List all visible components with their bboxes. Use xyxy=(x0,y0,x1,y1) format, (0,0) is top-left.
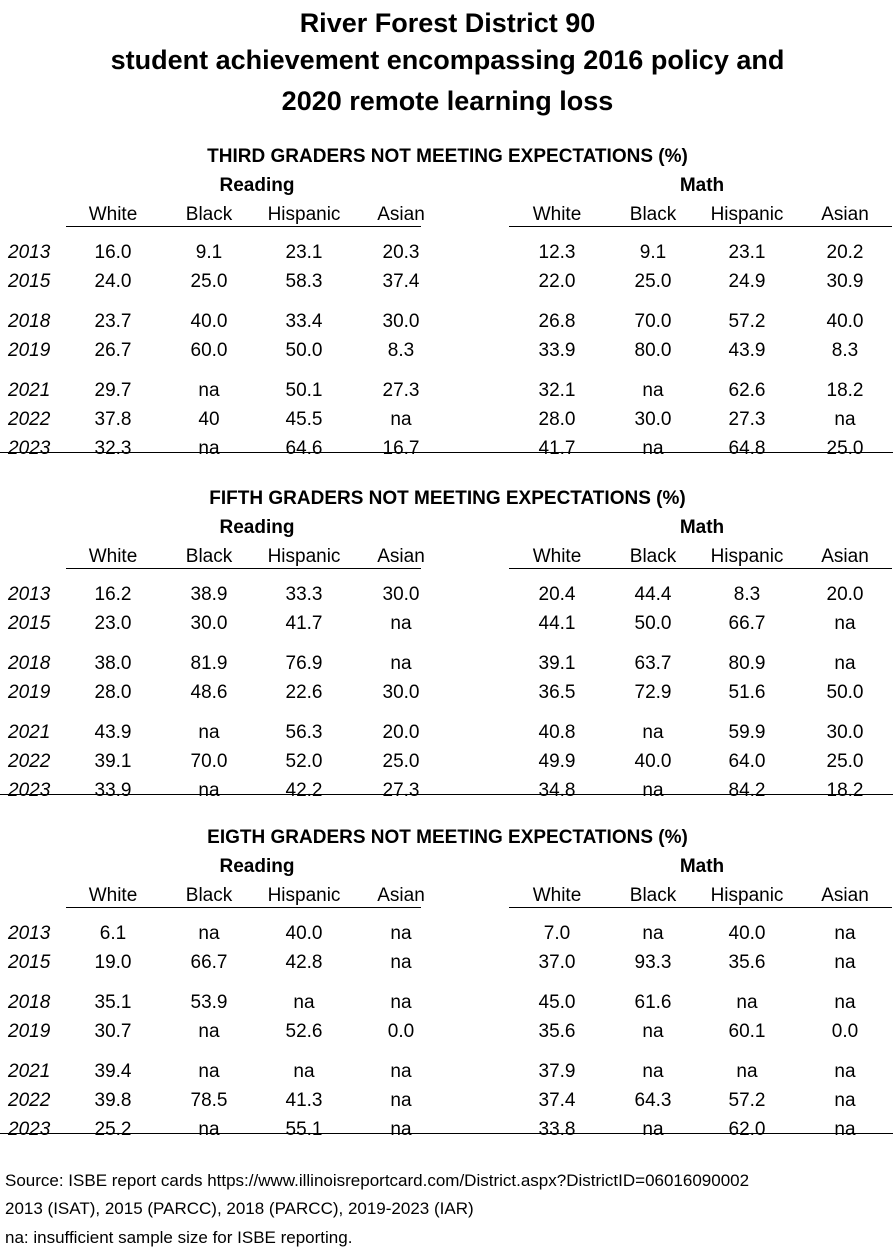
reading-value: 23.1 xyxy=(285,242,323,263)
math-value: 25.0 xyxy=(826,751,864,772)
math-value: 20.2 xyxy=(826,242,864,263)
math-col-header: Hispanic xyxy=(710,885,784,906)
reading-value: 42.8 xyxy=(285,952,323,973)
math-value: 30.0 xyxy=(634,409,672,430)
footer-tests: 2013 (ISAT), 2015 (PARCC), 2018 (PARCC), 2019-2023 (IAR) xyxy=(5,1199,474,1218)
reading-value: 27.3 xyxy=(382,380,420,401)
row-year: 2013 xyxy=(8,923,51,944)
reading-value: 24.0 xyxy=(94,271,132,292)
math-label: Math xyxy=(679,517,725,538)
reading-value: 30.7 xyxy=(94,1021,132,1042)
math-col-header: Hispanic xyxy=(710,546,784,567)
title-line-3: 2020 remote learning loss xyxy=(281,86,614,116)
reading-col-header: White xyxy=(88,546,138,567)
math-col-header: Asian xyxy=(821,204,869,225)
reading-value: 56.3 xyxy=(285,722,323,743)
row-year: 2022 xyxy=(8,1090,51,1111)
reading-value: 76.9 xyxy=(285,653,323,674)
reading-value: 37.4 xyxy=(382,271,420,292)
reading-value: na xyxy=(198,1061,220,1082)
math-value: 28.0 xyxy=(538,409,576,430)
reading-col-header: Hispanic xyxy=(267,546,341,567)
math-value: 36.5 xyxy=(538,682,576,703)
section-bottom-rule xyxy=(0,1133,893,1134)
math-value: 0.0 xyxy=(831,1021,859,1042)
math-col-header: White xyxy=(532,885,582,906)
math-value: 49.9 xyxy=(538,751,576,772)
math-value: 84.2 xyxy=(728,780,766,801)
reading-value: na xyxy=(390,1061,412,1082)
math-value: 63.7 xyxy=(634,653,672,674)
row-year: 2022 xyxy=(8,409,51,430)
math-value: na xyxy=(642,438,664,459)
reading-value: na xyxy=(198,380,220,401)
math-value: 27.3 xyxy=(728,409,766,430)
math-value: 37.0 xyxy=(538,952,576,973)
reading-value: 41.7 xyxy=(285,613,323,634)
reading-value: 45.5 xyxy=(285,409,323,430)
math-value: 80.0 xyxy=(634,340,672,361)
reading-value: 42.2 xyxy=(285,780,323,801)
reading-value: 30.0 xyxy=(382,311,420,332)
math-value: 32.1 xyxy=(538,380,576,401)
reading-value: na xyxy=(293,992,315,1013)
row-year: 2015 xyxy=(8,952,51,973)
math-value: 43.9 xyxy=(728,340,766,361)
reading-value: 26.7 xyxy=(94,340,132,361)
math-value: 37.9 xyxy=(538,1061,576,1082)
math-value: 66.7 xyxy=(728,613,766,634)
math-value: 22.0 xyxy=(538,271,576,292)
math-value: 64.3 xyxy=(634,1090,672,1111)
math-value: 40.0 xyxy=(826,311,864,332)
section-title: EIGTH GRADERS NOT MEETING EXPECTATIONS (%) xyxy=(207,827,688,848)
reading-value: na xyxy=(390,653,412,674)
reading-value: 22.6 xyxy=(285,682,323,703)
reading-value: 70.0 xyxy=(190,751,228,772)
reading-value: 16.2 xyxy=(94,584,132,605)
math-value: 51.6 xyxy=(728,682,766,703)
math-value: na xyxy=(642,1061,664,1082)
reading-value: 66.7 xyxy=(190,952,228,973)
math-value: na xyxy=(834,1119,856,1140)
math-value: 23.1 xyxy=(728,242,766,263)
reading-value: na xyxy=(390,923,412,944)
reading-value: na xyxy=(198,780,220,801)
reading-value: 30.0 xyxy=(190,613,228,634)
row-year: 2019 xyxy=(8,1021,51,1042)
section-bottom-rule xyxy=(0,794,893,795)
reading-label: Reading xyxy=(219,175,295,196)
math-value: 9.1 xyxy=(639,242,667,263)
math-header-rule xyxy=(509,907,892,908)
reading-value: 19.0 xyxy=(94,952,132,973)
reading-header-rule xyxy=(66,907,421,908)
reading-value: 35.1 xyxy=(94,992,132,1013)
math-value: 39.1 xyxy=(538,653,576,674)
math-value: 8.3 xyxy=(733,584,761,605)
reading-value: 9.1 xyxy=(195,242,223,263)
math-value: 37.4 xyxy=(538,1090,576,1111)
row-year: 2021 xyxy=(8,380,51,401)
math-header-rule xyxy=(509,226,892,227)
reading-value: 32.3 xyxy=(94,438,132,459)
row-year: 2018 xyxy=(8,311,51,332)
reading-value: 39.8 xyxy=(94,1090,132,1111)
reading-value: 50.1 xyxy=(285,380,323,401)
reading-value: 25.0 xyxy=(190,271,228,292)
reading-value: 16.7 xyxy=(382,438,420,459)
math-col-header: Hispanic xyxy=(710,204,784,225)
title-line-2: student achievement encompassing 2016 policy and xyxy=(110,45,785,75)
math-value: 61.6 xyxy=(634,992,672,1013)
math-value: 33.8 xyxy=(538,1119,576,1140)
math-value: 8.3 xyxy=(831,340,859,361)
math-value: 20.4 xyxy=(538,584,576,605)
row-year: 2015 xyxy=(8,271,51,292)
reading-value: 30.0 xyxy=(382,682,420,703)
math-value: 93.3 xyxy=(634,952,672,973)
row-year: 2018 xyxy=(8,653,51,674)
reading-value: na xyxy=(390,613,412,634)
reading-value: 37.8 xyxy=(94,409,132,430)
reading-value: 33.4 xyxy=(285,311,323,332)
math-value: 25.0 xyxy=(826,438,864,459)
math-value: 64.8 xyxy=(728,438,766,459)
reading-value: 48.6 xyxy=(190,682,228,703)
math-value: 35.6 xyxy=(538,1021,576,1042)
row-year: 2023 xyxy=(8,438,51,459)
math-value: na xyxy=(642,1021,664,1042)
reading-col-header: Asian xyxy=(377,204,425,225)
reading-value: 50.0 xyxy=(285,340,323,361)
math-value: 30.9 xyxy=(826,271,864,292)
math-value: 40.8 xyxy=(538,722,576,743)
reading-value: 40.0 xyxy=(190,311,228,332)
math-value: 62.6 xyxy=(728,380,766,401)
reading-col-header: Black xyxy=(185,546,233,567)
section-title: THIRD GRADERS NOT MEETING EXPECTATIONS (%) xyxy=(207,146,688,167)
row-year: 2015 xyxy=(8,613,51,634)
row-year: 2019 xyxy=(8,340,51,361)
title-line-1: River Forest District 90 xyxy=(299,8,596,38)
reading-value: na xyxy=(390,992,412,1013)
math-value: na xyxy=(834,653,856,674)
reading-col-header: White xyxy=(88,204,138,225)
math-value: 40.0 xyxy=(634,751,672,772)
reading-value: 33.3 xyxy=(285,584,323,605)
footer-na-note: na: insufficient sample size for ISBE reporting. xyxy=(5,1228,353,1247)
math-value: na xyxy=(834,409,856,430)
row-year: 2021 xyxy=(8,722,51,743)
reading-value: 23.7 xyxy=(94,311,132,332)
reading-value: 52.0 xyxy=(285,751,323,772)
reading-value: 20.0 xyxy=(382,722,420,743)
reading-value: 78.5 xyxy=(190,1090,228,1111)
reading-value: na xyxy=(198,722,220,743)
row-year: 2013 xyxy=(8,584,51,605)
reading-value: 40.0 xyxy=(285,923,323,944)
math-value: 18.2 xyxy=(826,780,864,801)
reading-value: 39.4 xyxy=(94,1061,132,1082)
reading-value: 60.0 xyxy=(190,340,228,361)
math-value: na xyxy=(642,722,664,743)
reading-value: 25.0 xyxy=(382,751,420,772)
reading-value: 29.7 xyxy=(94,380,132,401)
reading-value: 30.0 xyxy=(382,584,420,605)
reading-value: na xyxy=(198,1021,220,1042)
reading-value: 23.0 xyxy=(94,613,132,634)
math-value: 34.8 xyxy=(538,780,576,801)
math-col-header: Asian xyxy=(821,546,869,567)
math-value: 33.9 xyxy=(538,340,576,361)
math-value: na xyxy=(736,1061,758,1082)
math-value: 60.1 xyxy=(728,1021,766,1042)
math-value: 57.2 xyxy=(728,1090,766,1111)
reading-col-header: Asian xyxy=(377,885,425,906)
math-value: 7.0 xyxy=(543,923,571,944)
reading-header-rule xyxy=(66,568,421,569)
reading-value: 41.3 xyxy=(285,1090,323,1111)
reading-value: na xyxy=(198,1119,220,1140)
reading-col-header: Black xyxy=(185,885,233,906)
reading-value: 28.0 xyxy=(94,682,132,703)
reading-value: 20.3 xyxy=(382,242,420,263)
math-value: 41.7 xyxy=(538,438,576,459)
math-value: na xyxy=(736,992,758,1013)
math-value: na xyxy=(834,1090,856,1111)
reading-value: 6.1 xyxy=(99,923,127,944)
footer-source: Source: ISBE report cards https://www.illinoisreportcard.com/District.aspx?DistrictID=06016090002 xyxy=(5,1171,750,1190)
math-value: 64.0 xyxy=(728,751,766,772)
reading-col-header: Hispanic xyxy=(267,885,341,906)
math-value: 72.9 xyxy=(634,682,672,703)
math-value: na xyxy=(834,952,856,973)
row-year: 2018 xyxy=(8,992,51,1013)
math-value: 18.2 xyxy=(826,380,864,401)
math-value: na xyxy=(642,1119,664,1140)
math-value: 20.0 xyxy=(826,584,864,605)
math-value: 80.9 xyxy=(728,653,766,674)
math-value: 44.4 xyxy=(634,584,672,605)
reading-value: na xyxy=(390,409,412,430)
reading-value: 43.9 xyxy=(94,722,132,743)
row-year: 2022 xyxy=(8,751,51,772)
reading-value: 55.1 xyxy=(285,1119,323,1140)
reading-value: 53.9 xyxy=(190,992,228,1013)
reading-value: 58.3 xyxy=(285,271,323,292)
reading-col-header: Black xyxy=(185,204,233,225)
reading-col-header: Asian xyxy=(377,546,425,567)
math-label: Math xyxy=(679,856,725,877)
row-year: 2023 xyxy=(8,780,51,801)
reading-value: 64.6 xyxy=(285,438,323,459)
math-value: na xyxy=(642,780,664,801)
reading-value: na xyxy=(390,952,412,973)
math-value: 40.0 xyxy=(728,923,766,944)
reading-col-header: White xyxy=(88,885,138,906)
reading-label: Reading xyxy=(219,856,295,877)
math-col-header: Asian xyxy=(821,885,869,906)
math-col-header: Black xyxy=(629,546,677,567)
math-label: Math xyxy=(679,175,725,196)
math-col-header: Black xyxy=(629,204,677,225)
math-value: 25.0 xyxy=(634,271,672,292)
math-value: 57.2 xyxy=(728,311,766,332)
reading-value: 0.0 xyxy=(387,1021,415,1042)
math-value: na xyxy=(834,613,856,634)
reading-value: 40 xyxy=(198,409,220,430)
math-value: 35.6 xyxy=(728,952,766,973)
math-col-header: White xyxy=(532,546,582,567)
reading-value: 38.9 xyxy=(190,584,228,605)
reading-col-header: Hispanic xyxy=(267,204,341,225)
reading-value: 25.2 xyxy=(94,1119,132,1140)
math-col-header: White xyxy=(532,204,582,225)
math-value: 70.0 xyxy=(634,311,672,332)
reading-value: na xyxy=(390,1119,412,1140)
row-year: 2021 xyxy=(8,1061,51,1082)
math-value: 24.9 xyxy=(728,271,766,292)
math-value: 26.8 xyxy=(538,311,576,332)
math-value: 30.0 xyxy=(826,722,864,743)
math-value: 44.1 xyxy=(538,613,576,634)
reading-value: 81.9 xyxy=(190,653,228,674)
math-col-header: Black xyxy=(629,885,677,906)
math-value: 50.0 xyxy=(634,613,672,634)
row-year: 2023 xyxy=(8,1119,51,1140)
reading-value: 16.0 xyxy=(94,242,132,263)
math-value: na xyxy=(834,1061,856,1082)
section-title: FIFTH GRADERS NOT MEETING EXPECTATIONS (%) xyxy=(209,488,686,509)
row-year: 2013 xyxy=(8,242,51,263)
math-value: 50.0 xyxy=(826,682,864,703)
math-value: na xyxy=(834,992,856,1013)
reading-value: 38.0 xyxy=(94,653,132,674)
reading-header-rule xyxy=(66,226,421,227)
math-header-rule xyxy=(509,568,892,569)
reading-label: Reading xyxy=(219,517,295,538)
math-value: na xyxy=(834,923,856,944)
reading-value: na xyxy=(198,923,220,944)
reading-value: na xyxy=(390,1090,412,1111)
reading-value: 52.6 xyxy=(285,1021,323,1042)
reading-value: 27.3 xyxy=(382,780,420,801)
row-year: 2019 xyxy=(8,682,51,703)
reading-value: 8.3 xyxy=(387,340,415,361)
math-value: na xyxy=(642,923,664,944)
reading-value: 39.1 xyxy=(94,751,132,772)
math-value: 45.0 xyxy=(538,992,576,1013)
reading-value: na xyxy=(293,1061,315,1082)
reading-value: na xyxy=(198,438,220,459)
math-value: 12.3 xyxy=(538,242,576,263)
section-bottom-rule xyxy=(0,452,893,453)
math-value: na xyxy=(642,380,664,401)
math-value: 62.0 xyxy=(728,1119,766,1140)
reading-value: 33.9 xyxy=(94,780,132,801)
math-value: 59.9 xyxy=(728,722,766,743)
